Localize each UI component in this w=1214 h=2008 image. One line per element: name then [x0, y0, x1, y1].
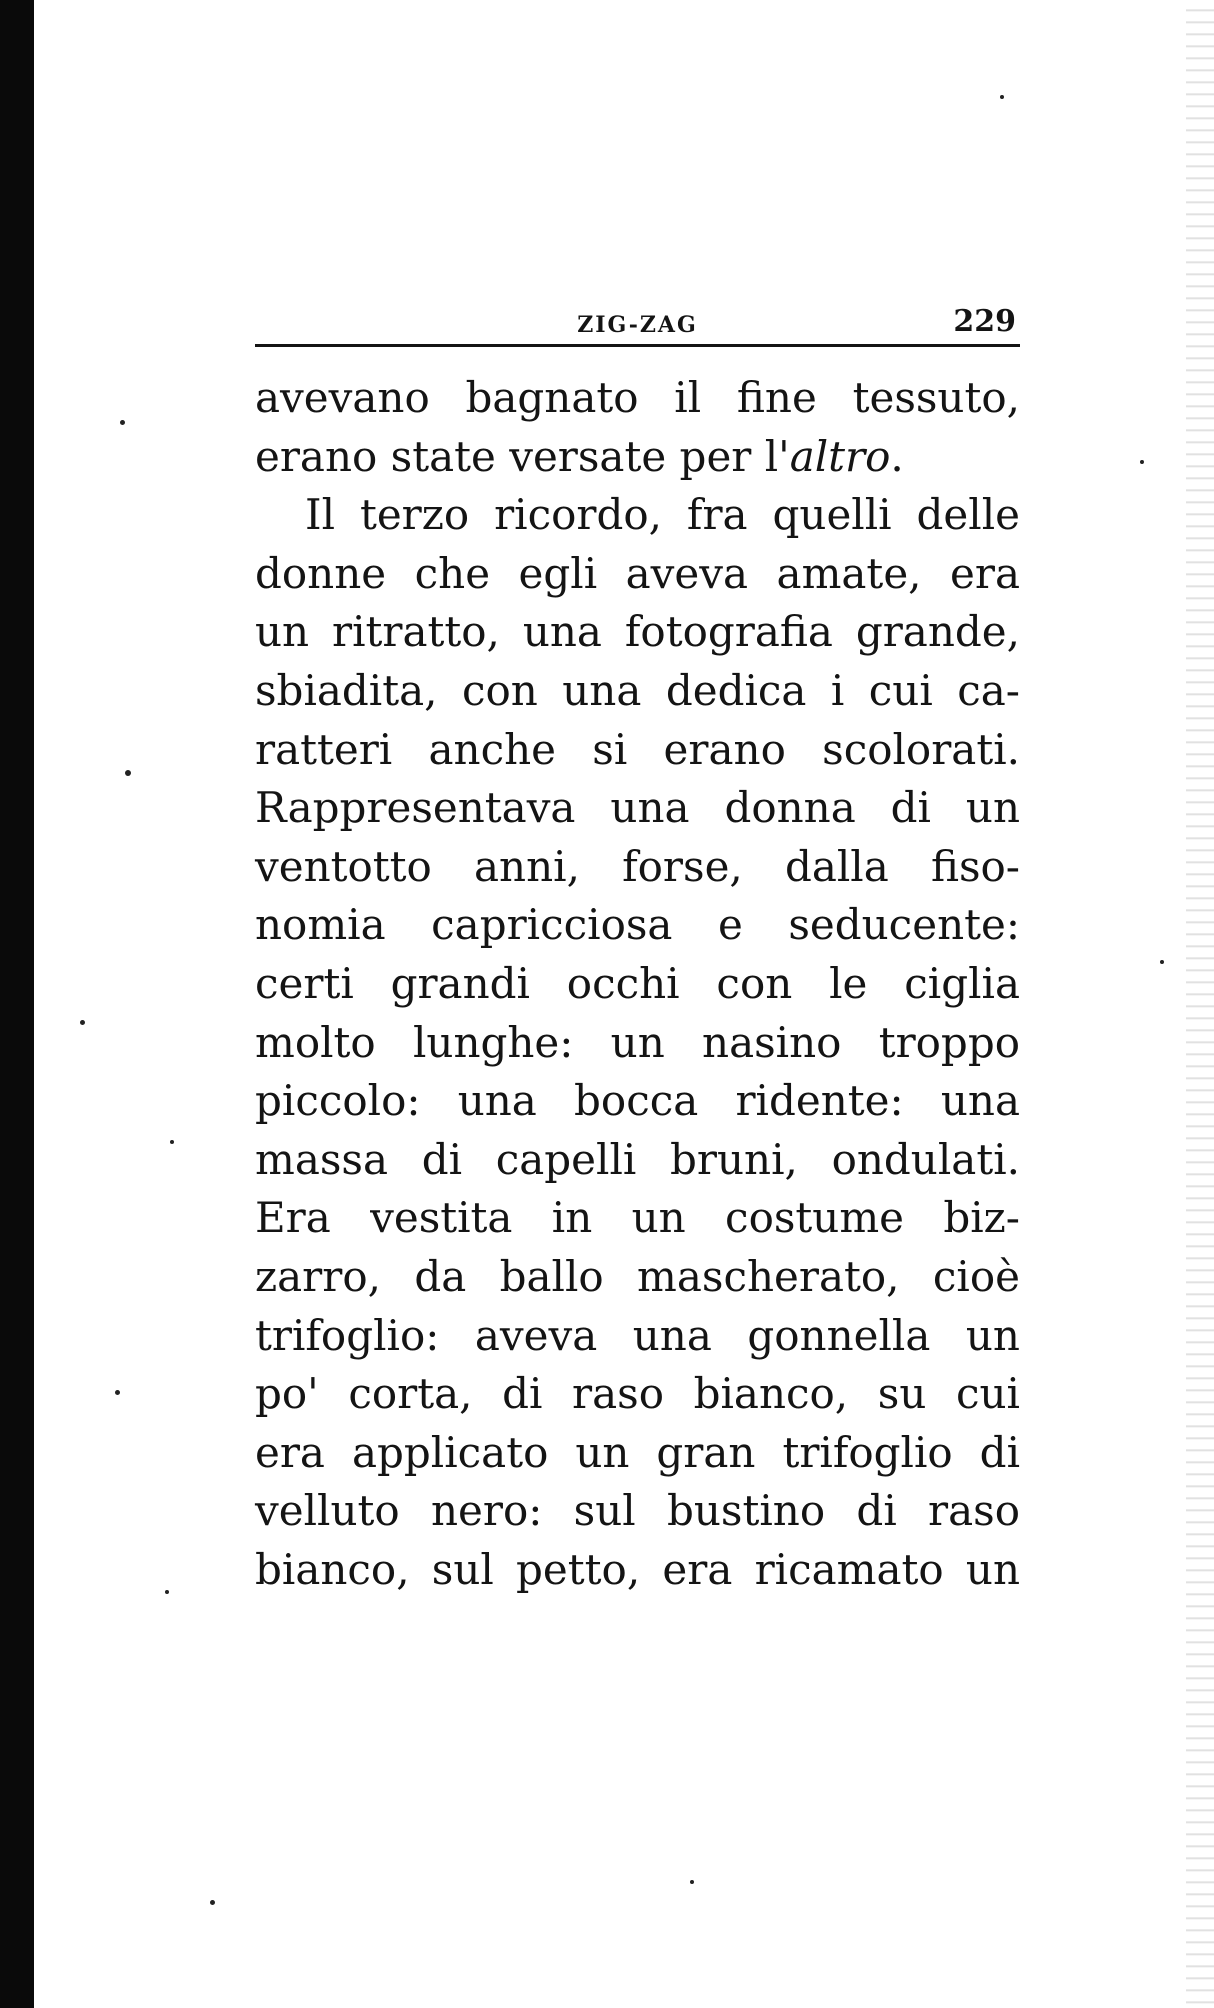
text-line: era applicato un gran trifoglio di	[255, 1427, 1020, 1477]
text-line: trifoglio: aveva una gonnella un	[255, 1310, 1020, 1360]
text-line: piccolo: una bocca ridente: una	[255, 1076, 1020, 1126]
running-title: ZIG-ZAG	[577, 312, 698, 338]
header-rule	[255, 344, 1020, 347]
scan-speck	[210, 1900, 215, 1905]
text-line: bianco, sul petto, era ricamato un	[255, 1544, 1020, 1594]
scan-gutter-shadow	[0, 0, 34, 2008]
running-head	[255, 300, 1020, 340]
scan-edge-noise	[1186, 0, 1214, 2008]
scan-speck	[1140, 460, 1144, 464]
text-line-prefix: erano state versate per l'	[255, 431, 790, 481]
scan-speck	[115, 1390, 120, 1395]
text-line: ventotto anni, forse, dalla fiso-	[255, 841, 1020, 891]
text-line: po' corta, di raso bianco, su cui	[255, 1369, 1020, 1419]
text-line: velluto nero: sul bustino di raso	[255, 1486, 1020, 1536]
text-line: un ritratto, una fotografia grande,	[255, 607, 1020, 657]
text-line: ratteri anche si erano scolorati.	[255, 724, 1020, 774]
text-line: nomia capricciosa e seducente:	[255, 900, 1020, 950]
scan-speck	[1160, 960, 1164, 964]
text-line: Il terzo ricordo, fra quelli delle	[305, 490, 1020, 540]
scan-speck	[125, 770, 131, 776]
text-line: zarro, da ballo mascherato, cioè	[255, 1251, 1020, 1301]
text-line	[255, 428, 1020, 487]
text-line: Era vestita in un costume biz-	[255, 1193, 1020, 1243]
text-line: certi grandi occhi con le ciglia	[255, 958, 1020, 1008]
scan-speck	[170, 1140, 174, 1144]
italic-word: altro	[789, 431, 891, 481]
scan-speck	[165, 1590, 169, 1594]
scan-speck	[1000, 95, 1004, 99]
text-line: molto lunghe: un nasino troppo	[255, 1017, 1020, 1067]
text-line: donne che egli aveva amate, era	[255, 548, 1020, 598]
text-line: massa di capelli bruni, ondulati.	[255, 1134, 1020, 1184]
text-line: Rappresentava una donna di un	[255, 783, 1020, 833]
scan-speck	[120, 420, 125, 425]
scan-speck	[80, 1020, 85, 1025]
scan-speck	[690, 1880, 694, 1884]
text-line: sbiadita, con una dedica i cui ca-	[255, 665, 1020, 715]
book-page	[255, 300, 1020, 1599]
text-line: avevano bagnato il fine tessuto,	[255, 373, 1020, 422]
body-text	[255, 369, 1020, 1599]
page-number: 229	[953, 304, 1016, 339]
text-line-suffix: .	[890, 431, 904, 481]
